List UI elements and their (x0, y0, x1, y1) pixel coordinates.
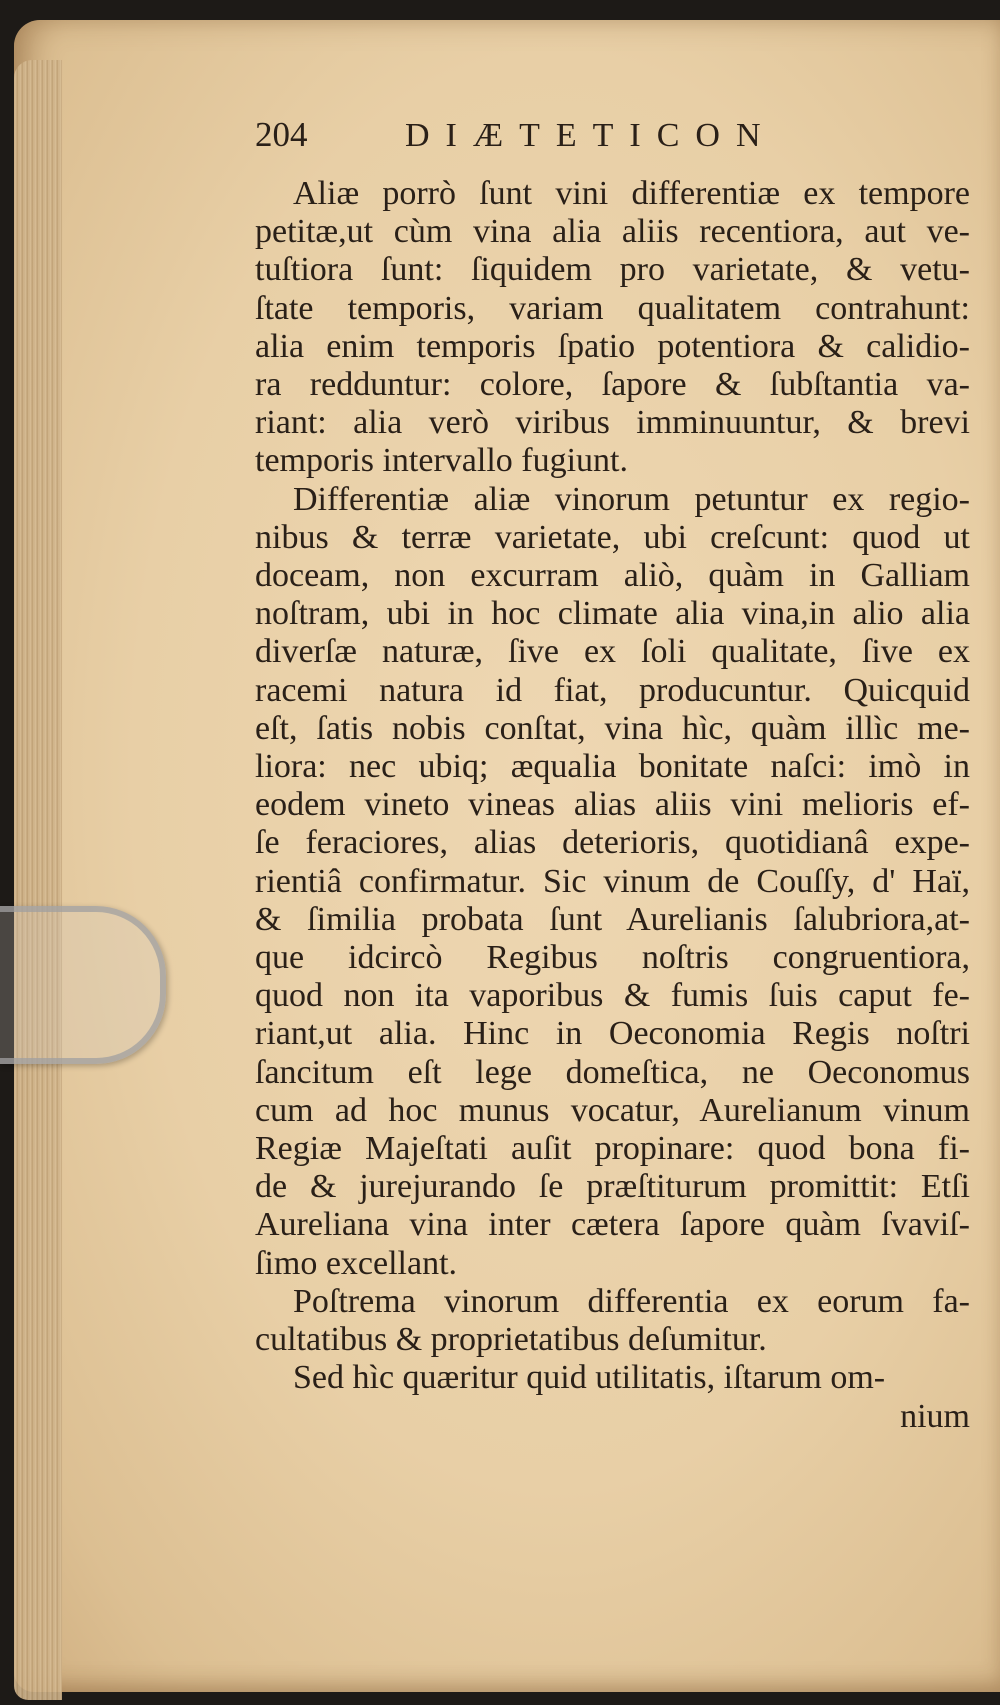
text-line: quod non ita vaporibus & fumis ſuis caput fe- (255, 977, 970, 1015)
catchword: nium (900, 1397, 970, 1435)
text-line: temporis intervallo fugiunt. (255, 442, 628, 480)
text-line: eodem vineto vineas alias aliis vini melioris ef- (255, 786, 970, 824)
running-head (255, 115, 970, 175)
page-clip (0, 906, 166, 1064)
text-line: ſtate temporis, variam qualitatem contrahunt: (255, 289, 970, 327)
text-line: alia enim temporis ſpatio potentiora & calidio- (255, 327, 970, 365)
paragraph-1 (255, 175, 970, 481)
running-title: DIÆTETICON (405, 117, 777, 154)
text-line: Regiæ Majeſtati auſit propinare: quod bona fi- (255, 1130, 970, 1168)
page-edges (14, 60, 62, 1700)
paragraph-2 (255, 481, 970, 1283)
text-line: Aliæ porrò ſunt vini differentiæ ex tempore (293, 175, 970, 212)
text-line: ſe feraciores, alias deterioris, quotidianâ expe- (255, 824, 970, 862)
text-line: diverſæ naturæ, ſive ex ſoli qualitate, ſive ex (255, 633, 970, 671)
text-line: racemi natura id fiat, producuntur. Quicquid (255, 671, 970, 709)
paragraph-3 (255, 1283, 970, 1359)
text-line: petitæ,ut cùm vina alia aliis recentiora, aut ve- (255, 213, 970, 251)
text-line: riant,ut alia. Hinc in Oeconomia Regis noſtri (255, 1015, 970, 1053)
text-line: nibus & terræ varietate, ubi creſcunt: quod ut (255, 518, 970, 556)
text-line: doceam, non excurram aliò, quàm in Galliam (255, 557, 970, 595)
text-line: noſtram, ubi in hoc climate alia vina,in alio alia (255, 595, 970, 633)
text-line: que idcircò Regibus noſtris congruentiora, (255, 939, 970, 977)
text-line: ſimo excellant. (255, 1244, 458, 1282)
text-line: cum ad hoc munus vocatur, Aurelianum vinum (255, 1091, 970, 1129)
text-line: ſancitum eſt lege domeſtica, ne Oeconomus (255, 1053, 970, 1091)
text-line: liora: nec ubiq; æqualia bonitate naſci: imò in (255, 748, 970, 786)
text-line: Differentiæ aliæ vinorum petuntur ex regio- (293, 480, 970, 518)
text-line: ra redduntur: colore, ſapore & ſubſtantia va- (255, 366, 970, 404)
text-line: Sed hìc quæritur quid utilitatis, iſtarum om- (293, 1359, 886, 1397)
text-line: rientiâ confirmatur. Sic vinum de Couſſy, d' Haï, (255, 862, 970, 900)
text-line: tuſtiora ſunt: ſiquidem pro varietate, & vetu- (255, 251, 970, 289)
text-line: de & jurejurando ſe præſtiturum promittit: Etſi (255, 1168, 970, 1206)
text-line: eſt, ſatis nobis conſtat, vina hìc, quàm illìc me- (255, 709, 970, 747)
text-line: riant: alia verò viribus imminuuntur, & brevi (255, 404, 970, 442)
text-block (255, 115, 970, 1436)
text-line: cultatibus & proprietatibus deſumitur. (255, 1321, 767, 1359)
text-line: & ſimilia probata ſunt Aurelianis ſalubriora,at- (255, 900, 970, 938)
paragraph-4 (255, 1359, 970, 1397)
text-line: Aureliana vina inter cætera ſapore quàm ſvaviſ- (255, 1206, 970, 1244)
page-number: 204 (255, 115, 308, 154)
text-line: Poſtrema vinorum differentia ex eorum fa- (293, 1282, 970, 1320)
